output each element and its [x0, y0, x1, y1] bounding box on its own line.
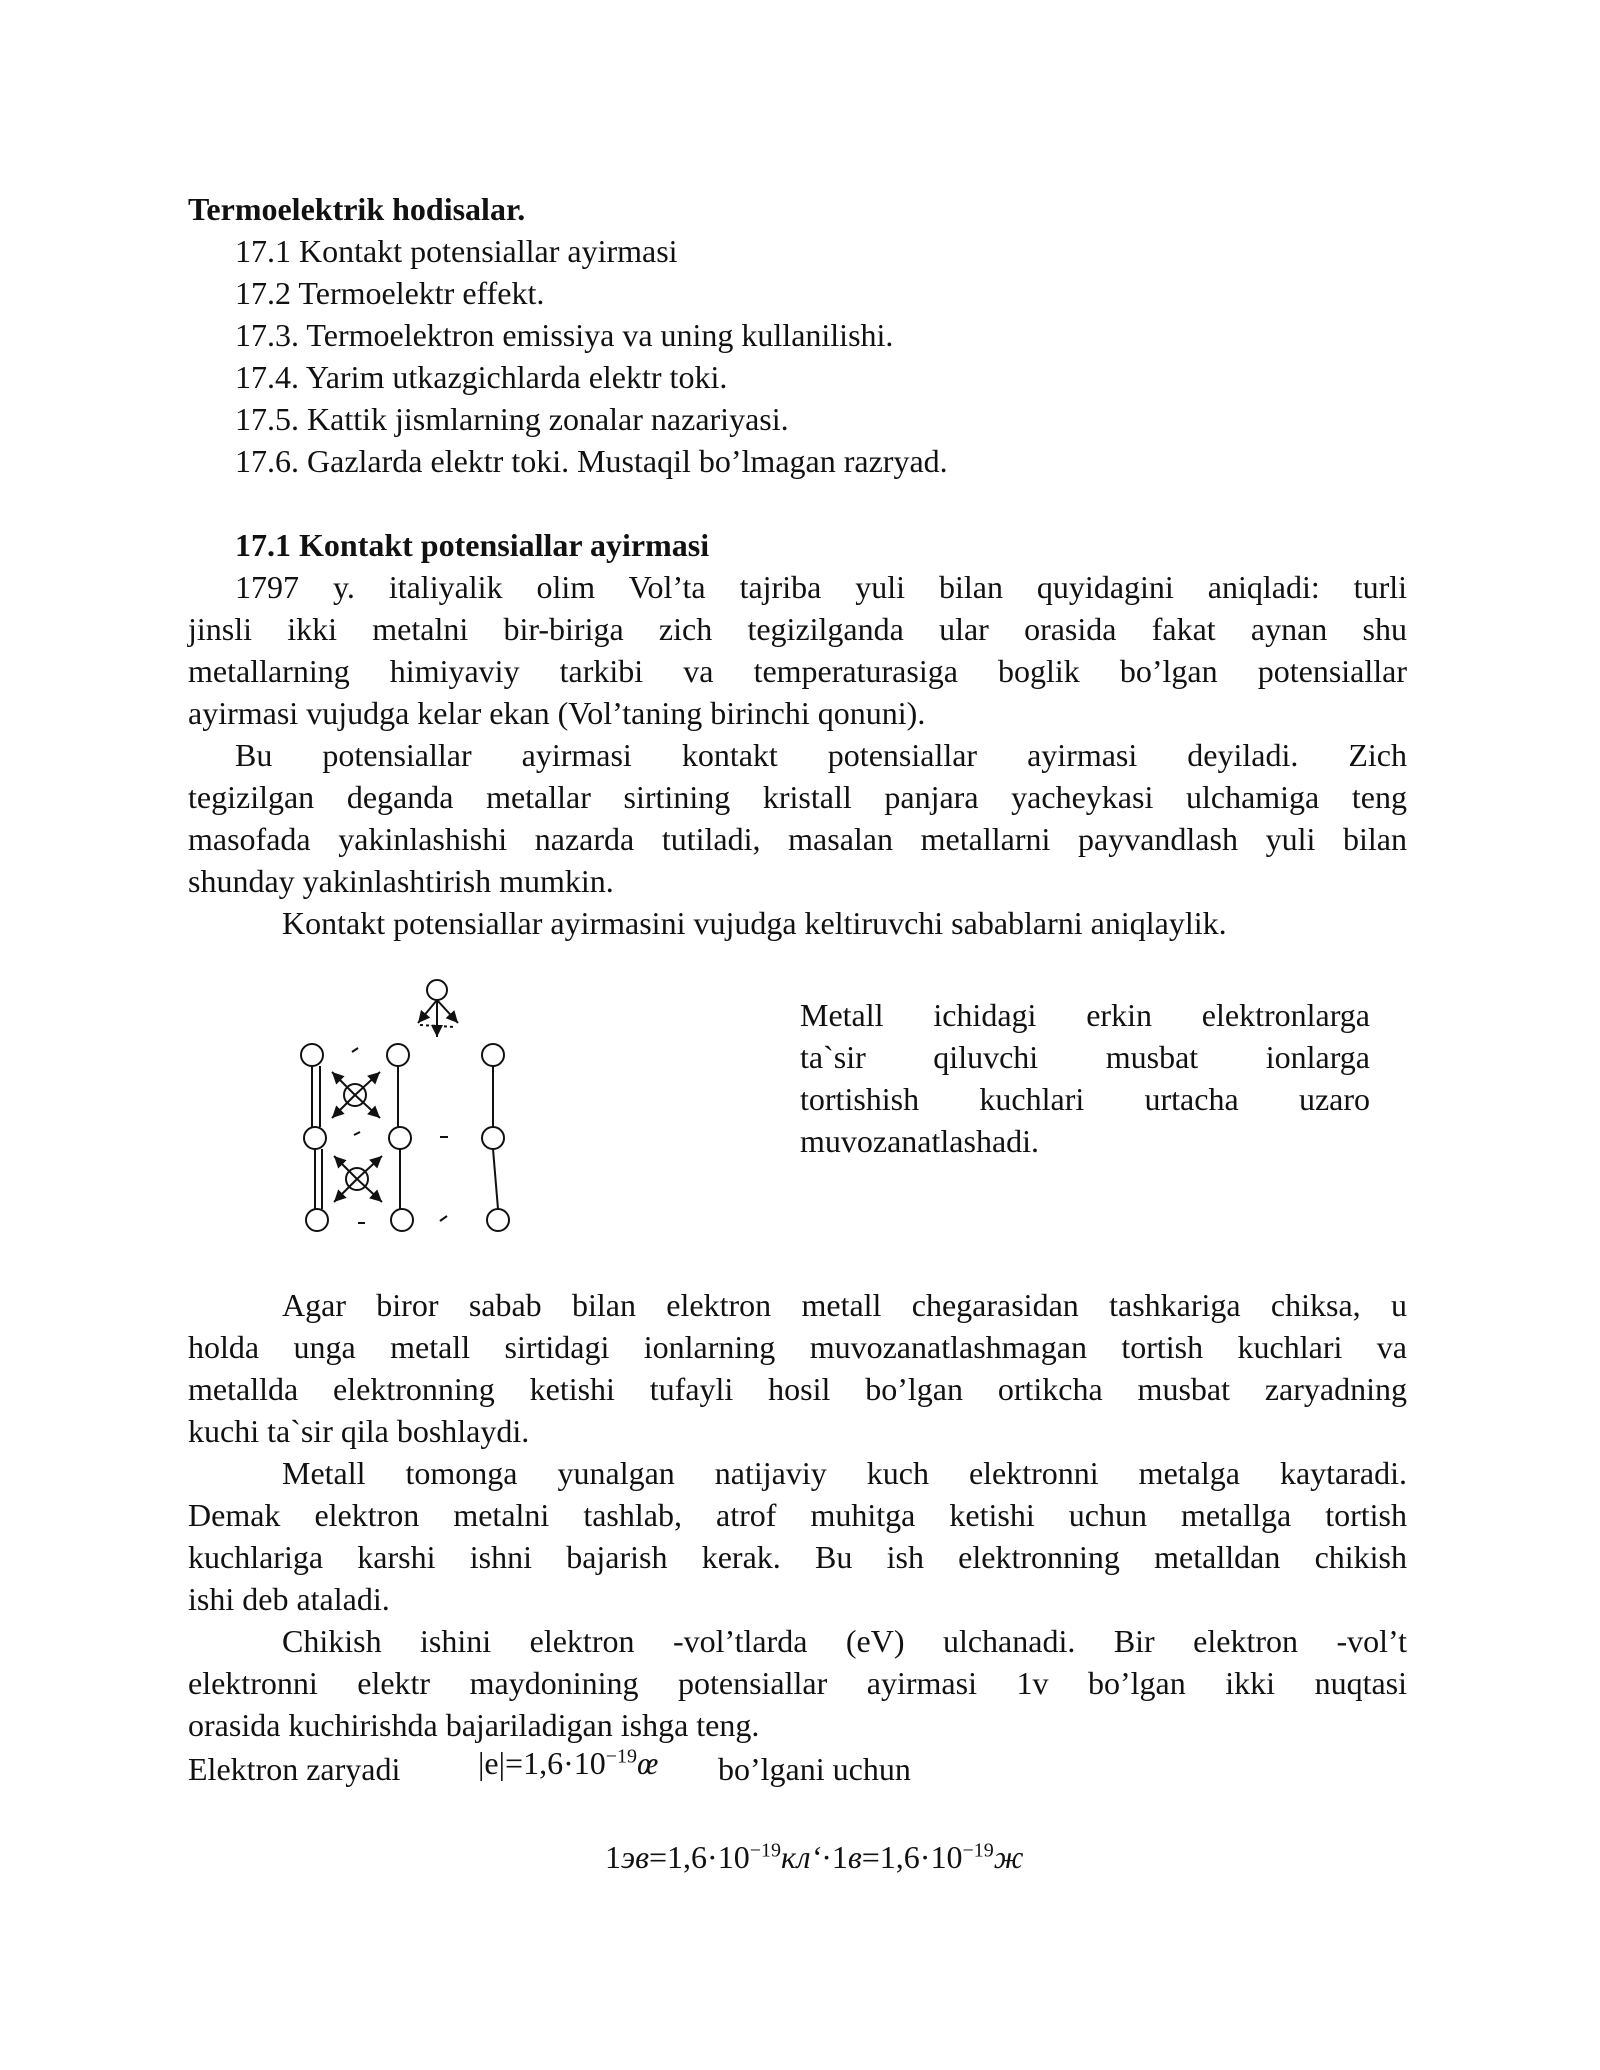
formula-unit: œ [637, 1745, 659, 1781]
paragraph-line: metallda elektronning ketishi tufayli hosil bo’lgan ortikcha musbat zaryadning [188, 1371, 1407, 1407]
paragraph-line: kuchlariga karshi ishni bajarish kerak. Bu ish elektronning metalldan chikish [188, 1539, 1407, 1575]
figure-caption-line: muvozanatlashadi. [800, 1123, 1040, 1159]
paragraph-line: elektronni elektr maydonining potensiallar ayirmasi 1v bo’lgan ikki nuqtasi [188, 1665, 1407, 1701]
paragraph-line: Demak elektron metalni tashlab, atrof muhitga ketishi uchun metallga tortish [188, 1497, 1407, 1533]
paragraph-line: holda unga metall sirtidagi ionlarning muvozanatlashmagan tortish kuchlari va [188, 1329, 1407, 1365]
crystal-lattice-figure [290, 975, 530, 1245]
paragraph-line: kuchi ta`sir qila boshlaydi. [188, 1413, 530, 1449]
toc-item: 17.3. Termoelektron emissiya va uning kullanilishi. [235, 317, 894, 353]
paragraph-line: metallarning himiyaviy tarkibi va temperaturasiga boglik bo’lgan potensiallar [188, 653, 1407, 689]
paragraph-line: tegizilgan deganda metallar sirtining kristall panjara yacheykasi ulchamiga teng [188, 779, 1407, 815]
equation-part: в [847, 1839, 862, 1875]
toc-item: 17.6. Gazlarda elektr toki. Mustaqil bo’lmagan razryad. [235, 443, 948, 479]
charge-label: Elektron zaryadi [188, 1751, 401, 1787]
paragraph-line: Metall tomonga yunalgan natijaviy kuch elektronni metalga kaytaradi. [282, 1455, 1407, 1491]
equation-part: ·1 [821, 1839, 848, 1875]
figure-caption-line: Metall ichidagi erkin elektronlarga [800, 997, 1370, 1033]
paragraph-line: shunday yakinlashtirish mumkin. [188, 863, 614, 899]
formula-exponent: −19 [605, 1745, 637, 1768]
equation-exponent: −19 [962, 1839, 994, 1862]
toc-item: 17.1 Kontakt potensiallar ayirmasi [235, 233, 678, 269]
toc-item: 17.4. Yarim utkazgichlarda elektr toki. [235, 359, 728, 395]
formula-base: |e|=1,6·10 [478, 1745, 606, 1781]
figure-caption-line: ta`sir qiluvchi musbat ionlarga [800, 1039, 1370, 1075]
equation-part: =1,6·10 [649, 1839, 750, 1875]
equation-part: ж [993, 1839, 1024, 1875]
paragraph-line: Bu potensiallar ayirmasi kontakt potensiallar ayirmasi deyiladi. Zich [235, 737, 1407, 773]
figure-caption-line: tortishish kuchlari urtacha uzaro [800, 1081, 1370, 1117]
toc-item: 17.2 Termoelektr effekt. [235, 275, 545, 311]
paragraph-line: ayirmasi vujudga kelar ekan (Vol’taning birinchi qonuni). [188, 695, 926, 731]
paragraph-line: Agar biror sabab bilan elektron metall chegarasidan tashkariga chiksa, u [282, 1287, 1407, 1323]
chapter-heading: Termoelektrik hodisalar. [188, 191, 526, 227]
section-title: 17.1 Kontakt potensiallar ayirmasi [235, 527, 710, 563]
toc-item: 17.5. Kattik jismlarning zonalar nazariyasi. [235, 401, 789, 437]
equation-part: =1,6·10 [861, 1839, 963, 1875]
paragraph-line: masofada yakinlashishi nazarda tutiladi, masalan metallarni payvandlash yuli bilan [188, 821, 1407, 857]
equation-part: 1 [605, 1839, 621, 1875]
charge-suffix: bo’lgani uchun [718, 1751, 911, 1787]
paragraph-line: ishi deb ataladi. [188, 1581, 390, 1617]
equation-exponent: −19 [749, 1839, 781, 1862]
paragraph-line: Kontakt potensiallar ayirmasini vujudga keltiruvchi sabablarni aniqlaylik. [282, 905, 1227, 941]
charge-formula [478, 1742, 658, 1784]
equation [605, 1836, 1024, 1878]
equation-part: кл‘ [780, 1839, 822, 1875]
equation-part: эв [621, 1839, 649, 1875]
paragraph-line: jinsli ikki metalni bir-biriga zich tegizilganda ular orasida fakat aynan shu [188, 611, 1407, 647]
paragraph-line: Chikish ishini elektron -vol’tlarda (eV) ulchanadi. Bir elektron -vol’t [282, 1623, 1407, 1659]
paragraph-line: orasida kuchirishda bajariladigan ishga teng. [188, 1707, 760, 1743]
paragraph-line: 1797 y. italiyalik olim Vol’ta tajriba yuli bilan quyidagini aniqladi: turli [235, 569, 1407, 605]
